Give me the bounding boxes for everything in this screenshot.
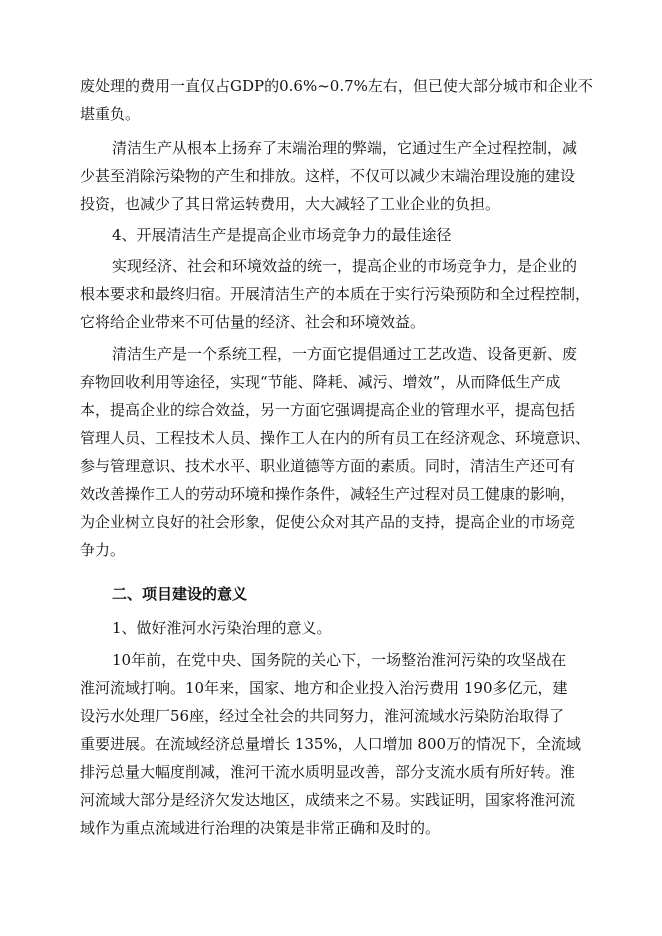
paragraph-start: 清洁生产是一个系统工程，一方面它提倡通过工艺改造、设备更新、废 xyxy=(112,345,578,363)
text-line: 参与管理意识、技术水平、职业道德等方面的素质。同时，清洁生产还可有 xyxy=(80,457,576,475)
section-title: 二、项目建设的意义 xyxy=(112,585,248,603)
text-line: 为企业树立良好的社会形象，促使公众对其产品的支持，提高企业的市场竞 xyxy=(80,513,576,531)
text-line: 少甚至消除污染物的产生和排放。这样，不仅可以减少末端治理设施的建设 xyxy=(80,167,576,185)
text-line: 设污水处理厂56座，经过全社会的共同努力，淮河流域水污染防治取得了 xyxy=(80,707,565,725)
paragraph-start: 实现经济、社会和环境效益的统一，提高企业的市场竞争力，是企业的 xyxy=(112,257,578,275)
subsection-heading: 1、做好淮河水污染治理的意义。 xyxy=(112,619,332,637)
text-line: 投资，也减少了其日常运转费用，大大减轻了工业企业的负担。 xyxy=(80,195,501,213)
text-line: 根本要求和最终归宿。开展清洁生产的本质在于实行污染预防和全过程控制， xyxy=(80,285,591,303)
text-line: 效改善操作工人的劳动环境和操作条件，减轻生产过程对员工健康的影响， xyxy=(80,485,576,503)
text-line: 河流域大部分是经济欠发达地区，成绩来之不易。实践证明，国家将淮河流 xyxy=(80,791,576,809)
paragraph-start: 10年前，在党中央、国务院的关心下，一场整治淮河污染的攻坚战在 xyxy=(112,651,567,669)
text-line: 它将给企业带来不可估量的经济、社会和环境效益。 xyxy=(80,313,426,331)
text-line: 争力。 xyxy=(80,541,126,559)
text-line: 排污总量大幅度削减，淮河干流水质明显改善，部分支流水质有所好转。淮 xyxy=(80,763,576,781)
text-line: 重要进展。在流域经济总量增长 135%，人口增加 800万的情况下，全流域 xyxy=(80,735,582,753)
paragraph-start: 清洁生产从根本上扬弃了末端治理的弊端，它通过生产全过程控制，减 xyxy=(112,139,578,157)
text-line: 堪重负。 xyxy=(80,105,141,123)
text-line: 废处理的费用一直仅占GDP的0.6%~0.7%左右，但已使大部分城市和企业不 xyxy=(80,77,593,95)
section-heading: 4、开展清洁生产是提高企业市场竞争力的最佳途径 xyxy=(112,226,452,244)
text-line: 淮河流域打响。10年来，国家、地方和企业投入治污费用 190多亿元，建 xyxy=(80,679,568,697)
text-line: 弃物回收利用等途径，实现“节能、降耗、减污、增效”，从而降低生产成 xyxy=(80,373,561,391)
text-line: 本，提高企业的综合效益，另一方面它强调提高企业的管理水平，提高包括 xyxy=(80,401,576,419)
text-line: 管理人员、工程技术人员、操作工人在内的所有员工在经济观念、环境意识、 xyxy=(80,429,591,447)
text-line: 域作为重点流域进行治理的决策是非常正确和及时的。 xyxy=(80,819,441,837)
